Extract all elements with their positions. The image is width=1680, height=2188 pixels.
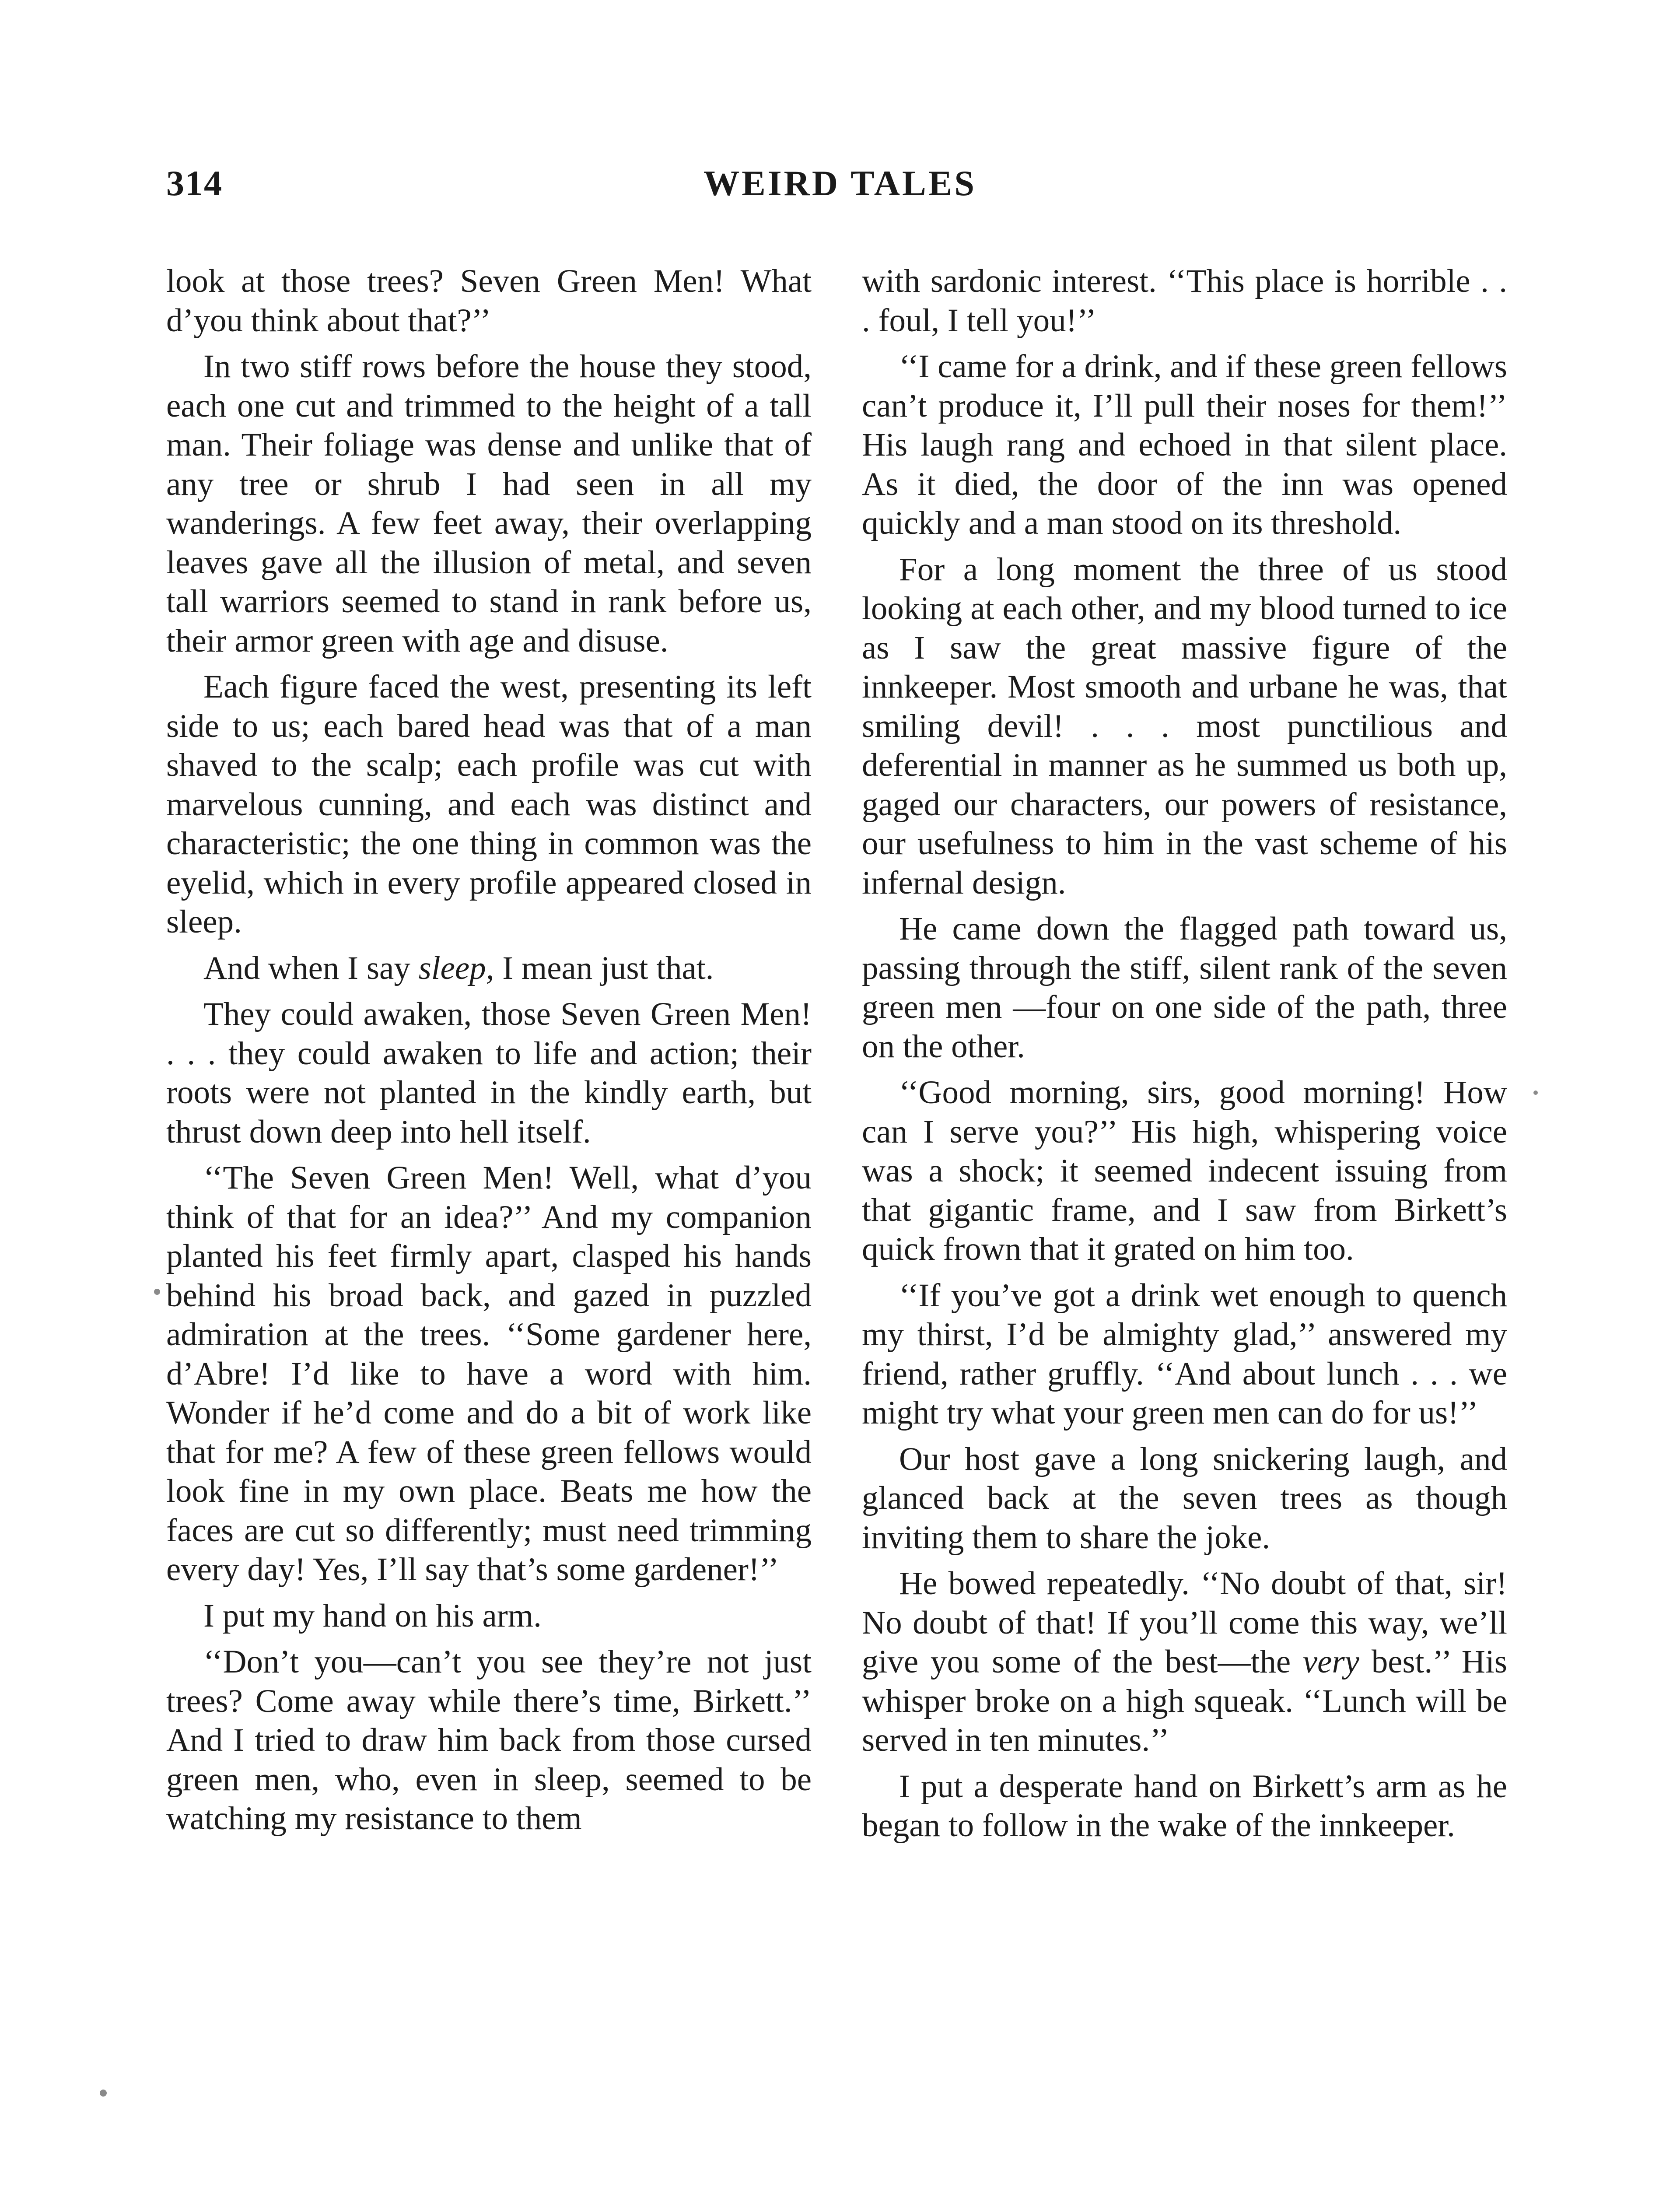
paragraph: I put my hand on his arm.	[203, 1597, 542, 1634]
paragraph: ‘‘The Seven Green Men! Well, what d’you think of that for an idea?’’ And my companion planted his feet firmly apart, clasped his hands behind his broad back, and gazed in puzzled admiration at the trees. ‘‘Some gardener here, d’Abre! I’d like to have a word with him. Wonder if he’d come and do a bit of work like that for me? A few of these green fellows would look fine in my own place. Beats me how the faces are cut so differently; must need trimming every day! Yes, I’ll say that’s some gardener!’’	[166, 1160, 812, 1588]
left-column	[166, 262, 812, 1845]
right-column	[862, 262, 1507, 1852]
paragraph: with sardonic interest. ‘‘This place is horrible . . . foul, I tell you!’’	[862, 263, 1507, 339]
paragraph: In two stiff rows before the house they stood, each one cut and trimmed to the height of a tall man. Their foliage was dense and unlike that of any tree or shrub I had seen in all my wanderings. A few feet away, their overlapping leaves gave all the illusion of metal, and seven tall warriors seemed to stand in rank before us, their armor green with age and disuse.	[166, 348, 812, 659]
paragraph: For a long moment the three of us stood looking at each other, and my blood turned to ice as I saw the great massive figure of the innkeeper. Most smooth and urbane he was, that smiling devil! . . . most punctilious and deferential in manner as he summed us both up, gaged our characters, our powers of resistance, our usefulness to him in the vast scheme of his infernal design.	[862, 551, 1507, 901]
paragraph: They could awaken, those Seven Green Men! . . . they could awaken to life and action; their roots were not planted in the kindly earth, but thrust down deep into hell itself.	[166, 996, 812, 1150]
paragraph: He bowed repeatedly. ‘‘No doubt of that, sir! No doubt of that! If you’ll come this way, we’ll give you some of the best—the very best.’’ His whisper broke on a high squeak. ‘‘Lunch will be served in ten minutes.’’	[862, 1565, 1507, 1758]
italic-word: very	[1302, 1644, 1359, 1680]
paragraph: He came down the flagged path toward us, passing through the stiff, silent rank of the seven green men —four on one side of the path, three on the other.	[862, 911, 1507, 1065]
paragraph: look at those trees? Seven Green Men! What d’you think about that?’’	[166, 263, 812, 339]
italic-word: sleep,	[418, 950, 494, 986]
print-speck	[1533, 1090, 1538, 1095]
print-speck	[154, 1289, 160, 1295]
paragraph: Each figure faced the west, presenting its left side to us; each bared head was that of a man shaved to the scalp; each profile was cut with marvelous cunning, and each was distinct and characteristic; the one thing in common was the eyelid, which in every profile appeared closed in sleep.	[166, 669, 812, 940]
paragraph: ‘‘If you’ve got a drink wet enough to quench my thirst, I’d be almighty glad,’’ answered my friend, rather gruffly. ‘‘And about lunch . . . we might try what your green men can do for us!’’	[862, 1277, 1507, 1431]
paragraph: ‘‘Don’t you—can’t you see they’re not just trees? Come away while there’s time, Birkett.’’ And I tried to draw him back from those cursed green men, who, even in sleep, seemed to be watching my resistance to them	[166, 1644, 812, 1837]
paragraph: I put a desperate hand on Birkett’s arm as he began to follow in the wake of the innkeeper.	[862, 1768, 1507, 1844]
running-title: WEIRD TALES	[704, 163, 976, 203]
page-number: 314	[166, 163, 223, 203]
paragraph: ‘‘I came for a drink, and if these green fellows can’t produce it, I’ll pull their noses for them!’’ His laugh rang and echoed in that silent place. As it died, the door of the inn was opened quickly and a man stood on its threshold.	[862, 348, 1507, 541]
print-speck	[100, 2090, 107, 2097]
page-header	[166, 163, 1514, 211]
paragraph: And when I say sleep, I mean just that.	[203, 950, 714, 986]
paragraph: Our host gave a long snickering laugh, and glanced back at the seven trees as though inviting them to share the joke.	[862, 1441, 1507, 1556]
paragraph: ‘‘Good morning, sirs, good morning! How can I serve you?’’ His high, whispering voice was a shock; it seemed indecent issuing from that gigantic frame, and I saw from Birkett’s quick frown that it grated on him too.	[862, 1074, 1507, 1267]
